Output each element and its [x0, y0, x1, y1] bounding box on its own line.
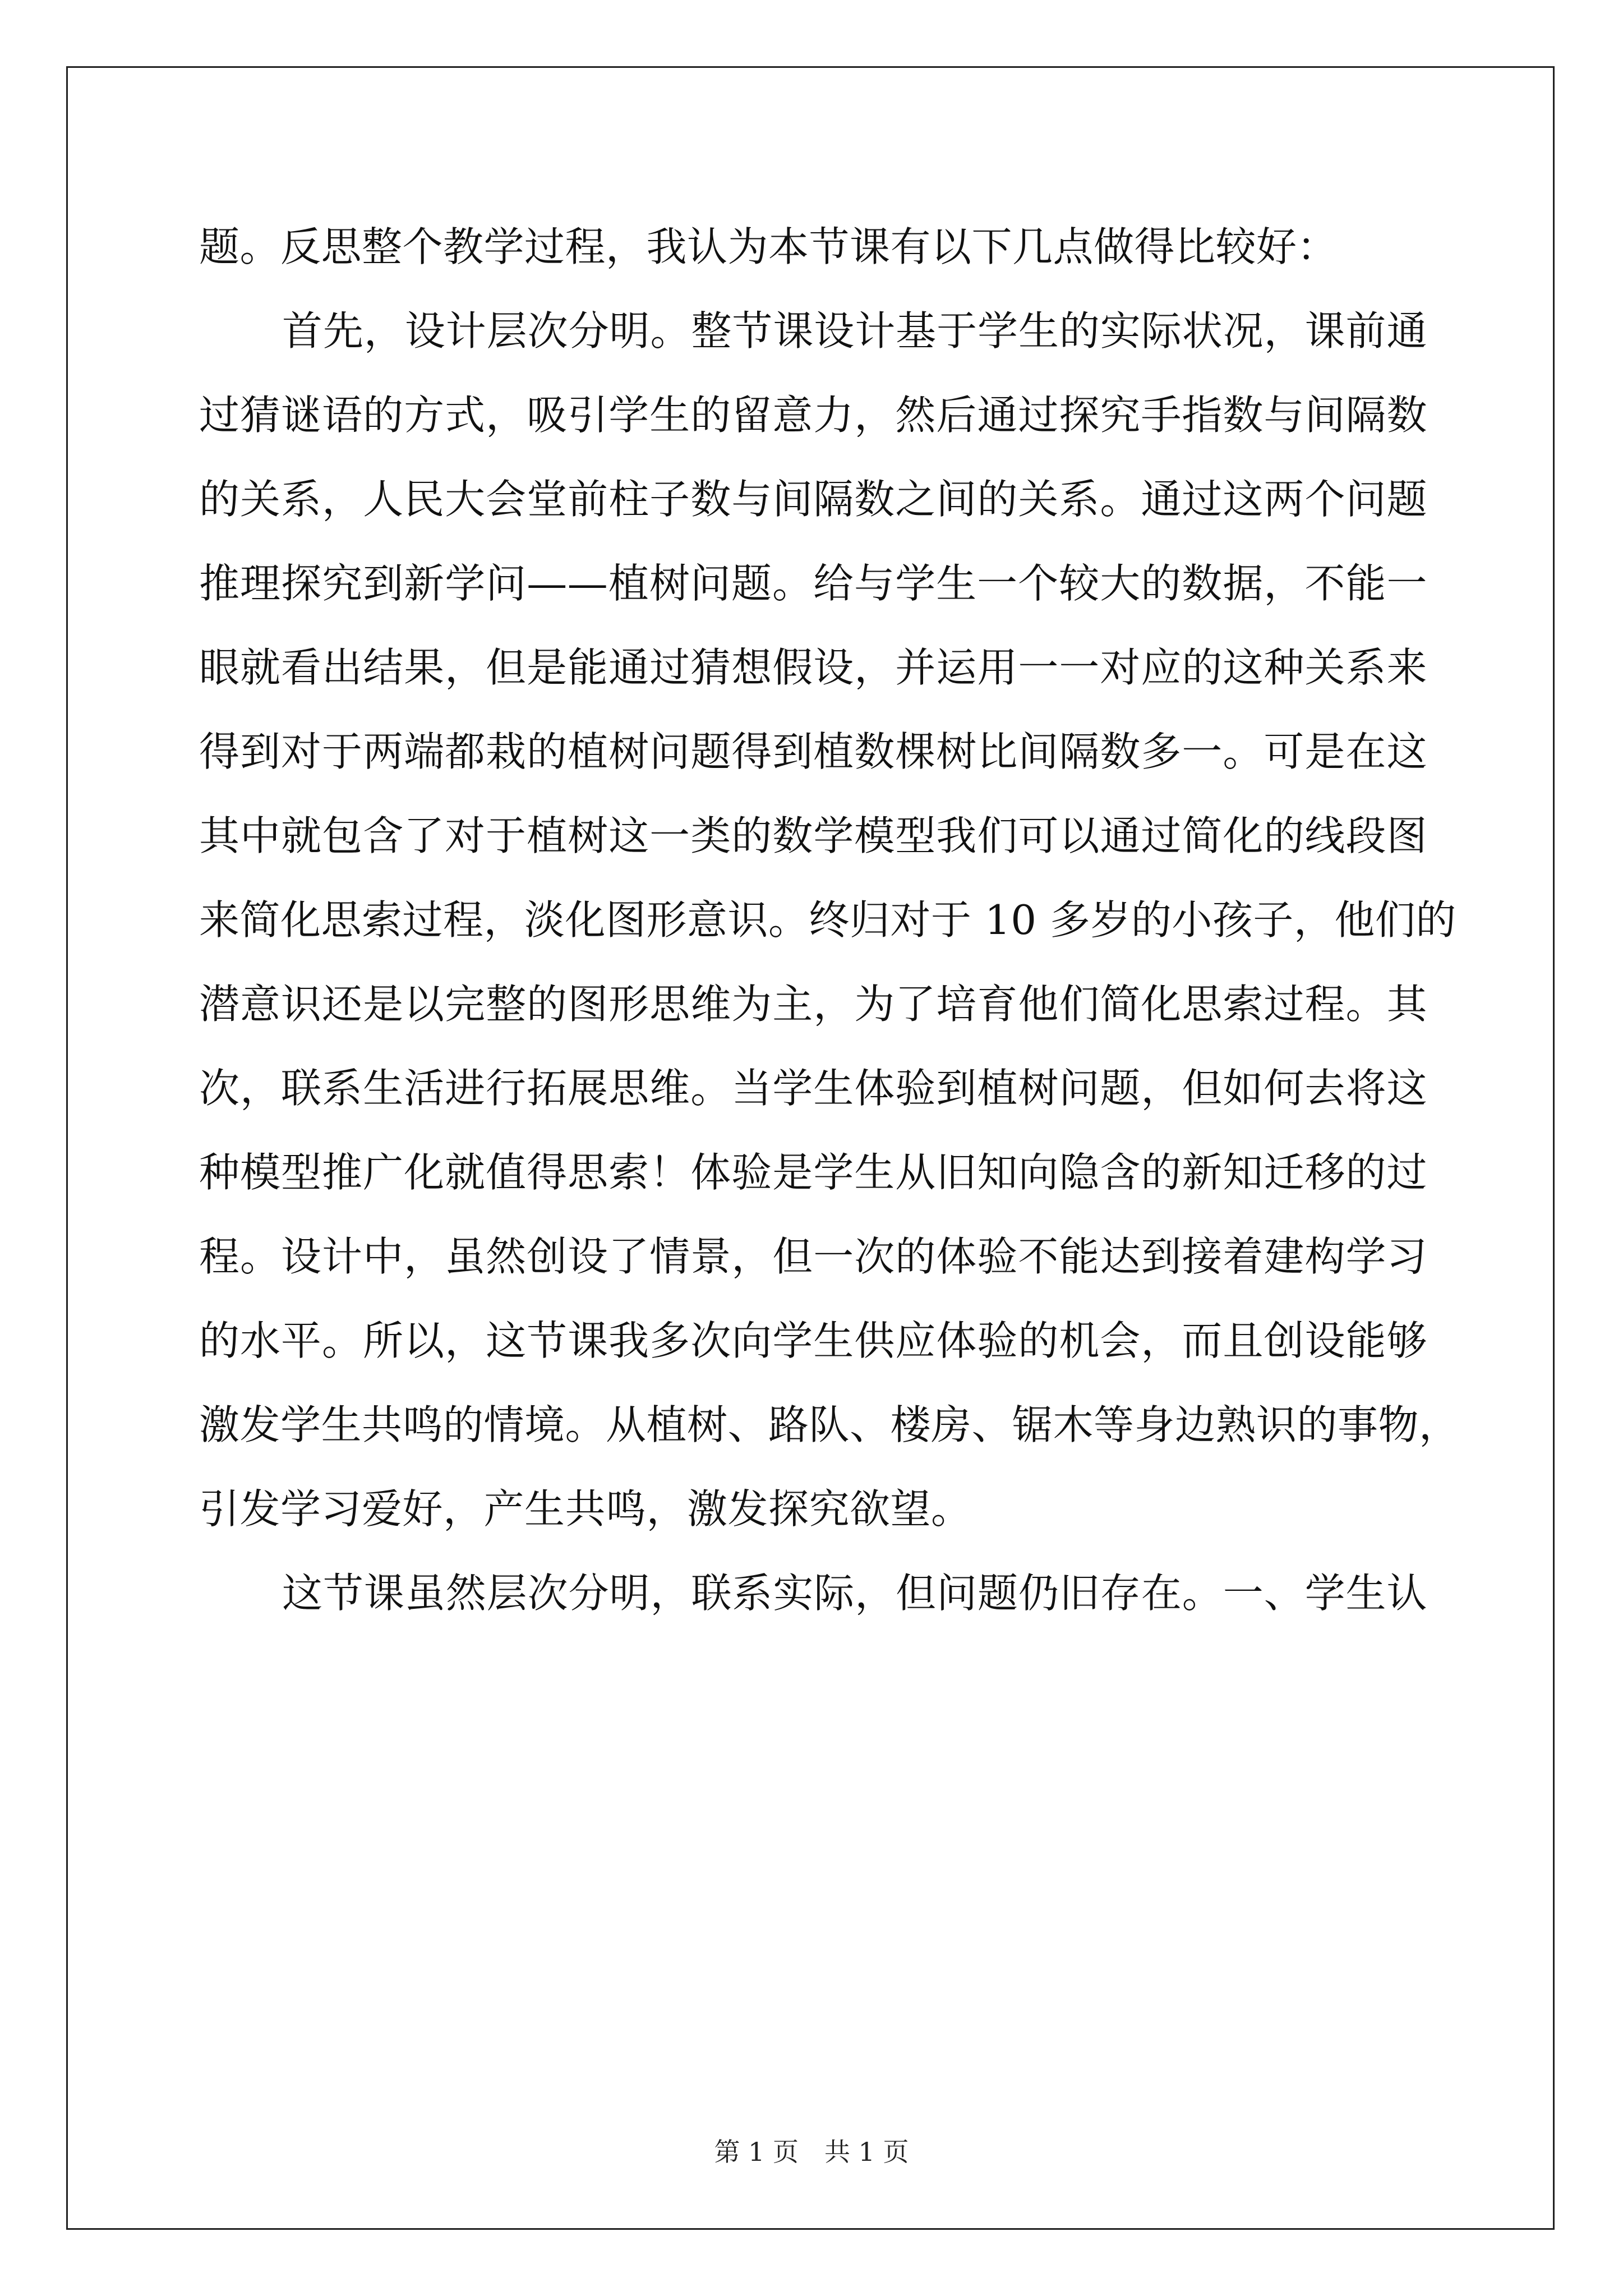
text-line: 激发学生共鸣的情境。从植树、路队、楼房、锯木等身边熟识的事物， — [199, 1401, 1460, 1448]
text-line: 种模型推广化就值得思索！体验是学生从旧知向隐含的新知迁移的过 — [199, 1149, 1427, 1196]
text-line: 潜意识还是以完整的图形思维为主，为了培育他们简化思索过程。其 — [199, 981, 1427, 1028]
text-line: 程。设计中，虽然创设了情景，但一次的体验不能达到接着建构学习 — [199, 1233, 1427, 1280]
text-line: 过猜谜语的方式，吸引学生的留意力，然后通过探究手指数与间隔数 — [199, 392, 1427, 439]
page-footer: 第 1 页 共 1 页 — [714, 2137, 909, 2167]
text-line: 题。反思整个教学过程，我认为本节课有以下几点做得比较好： — [199, 223, 1338, 270]
text-line: 来简化思索过程，淡化图形意识。终归对于 10 多岁的小孩子，他们的 — [199, 896, 1456, 944]
text-line: 这节课虽然层次分明，联系实际，但问题仍旧存在。一、学生认 — [282, 1570, 1427, 1617]
text-line: 得到对于两端都栽的植树问题得到植数棵树比间隔数多一。可是在这 — [199, 728, 1427, 775]
text-line: 首先，设计层次分明。整节课设计基于学生的实际状况，课前通 — [282, 307, 1427, 355]
text-line: 次，联系生活进行拓展思维。当学生体验到植树问题，但如何去将这 — [199, 1065, 1427, 1112]
text-line: 的水平。所以，这节课我多次向学生供应体验的机会，而且创设能够 — [199, 1317, 1427, 1364]
text-line: 推理探究到新学问——植树问题。给与学生一个较大的数据，不能一 — [199, 560, 1427, 607]
text-line: 眼就看出结果，但是能通过猜想假设，并运用一一对应的这种关系来 — [199, 644, 1427, 691]
text-line: 引发学习爱好，产生共鸣，激发探究欲望。 — [199, 1485, 972, 1533]
text-line: 其中就包含了对于植树这一类的数学模型我们可以通过简化的线段图 — [199, 812, 1427, 859]
text-line: 的关系，人民大会堂前柱子数与间隔数之间的关系。通过这两个问题 — [199, 476, 1427, 523]
